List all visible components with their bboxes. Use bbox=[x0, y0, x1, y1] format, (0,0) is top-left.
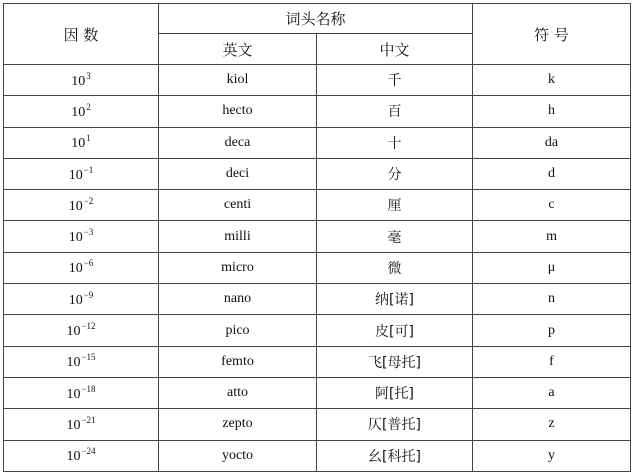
factor-base: 10 bbox=[68, 167, 83, 183]
factor-cell bbox=[4, 221, 159, 252]
table-row bbox=[4, 221, 631, 252]
table-row bbox=[4, 315, 631, 346]
factor-cell bbox=[4, 127, 159, 158]
symbol-cell: da bbox=[473, 127, 631, 158]
table-row bbox=[4, 65, 631, 96]
english-name-cell: kiol bbox=[159, 65, 317, 96]
symbol-cell: n bbox=[473, 284, 631, 315]
english-name-cell: centi bbox=[159, 190, 317, 221]
english-name-cell: milli bbox=[159, 221, 317, 252]
table-row bbox=[4, 252, 631, 283]
factor-exponent: −2 bbox=[83, 195, 94, 206]
symbol-cell: a bbox=[473, 377, 631, 408]
factor-base: 10 bbox=[71, 73, 86, 89]
factor-base: 10 bbox=[71, 136, 86, 152]
factor-base: 10 bbox=[66, 417, 81, 433]
chinese-name-cell: 十 bbox=[317, 127, 473, 158]
table-row bbox=[4, 284, 631, 315]
factor-base: 10 bbox=[71, 104, 86, 120]
table-header bbox=[4, 4, 631, 65]
symbol-header: 符 号 bbox=[473, 4, 631, 65]
factor-base: 10 bbox=[66, 324, 81, 340]
table-row bbox=[4, 440, 631, 471]
english-name-cell: zepto bbox=[159, 409, 317, 440]
symbol-cell: m bbox=[473, 221, 631, 252]
symbol-cell: z bbox=[473, 409, 631, 440]
header-row-top bbox=[4, 4, 631, 34]
chinese-name-cell: 千 bbox=[317, 65, 473, 96]
factor-base: 10 bbox=[68, 198, 83, 214]
chinese-header: 中文 bbox=[317, 34, 473, 65]
symbol-cell: f bbox=[473, 346, 631, 377]
english-name-cell: atto bbox=[159, 377, 317, 408]
chinese-name-cell: 分 bbox=[317, 158, 473, 189]
factor-base: 10 bbox=[68, 292, 83, 308]
factor-header: 因 数 bbox=[4, 4, 159, 65]
factor-cell bbox=[4, 65, 159, 96]
english-name-cell: hecto bbox=[159, 96, 317, 127]
chinese-name-cell: 阿[托] bbox=[317, 377, 473, 408]
factor-cell bbox=[4, 252, 159, 283]
factor-exponent: −12 bbox=[81, 321, 96, 332]
chinese-name-cell: 厘 bbox=[317, 190, 473, 221]
symbol-cell: h bbox=[473, 96, 631, 127]
factor-exponent: −6 bbox=[83, 258, 94, 269]
english-name-cell: micro bbox=[159, 252, 317, 283]
factor-exponent: −15 bbox=[81, 352, 96, 363]
prefix-name-header: 词头名称 bbox=[159, 4, 473, 34]
chinese-name-cell: 仄[普托] bbox=[317, 409, 473, 440]
chinese-name-cell: 纳[诺] bbox=[317, 284, 473, 315]
english-name-cell: deci bbox=[159, 158, 317, 189]
chinese-name-cell: 幺[科托] bbox=[317, 440, 473, 471]
factor-cell bbox=[4, 346, 159, 377]
factor-exponent: 3 bbox=[86, 70, 91, 81]
factor-base: 10 bbox=[68, 230, 83, 246]
chinese-name-cell: 微 bbox=[317, 252, 473, 283]
table-row bbox=[4, 96, 631, 127]
factor-cell bbox=[4, 315, 159, 346]
symbol-cell: p bbox=[473, 315, 631, 346]
chinese-name-cell: 百 bbox=[317, 96, 473, 127]
factor-cell bbox=[4, 284, 159, 315]
factor-exponent: −3 bbox=[83, 227, 94, 238]
table-body bbox=[4, 65, 631, 472]
chinese-name-cell: 皮[可] bbox=[317, 315, 473, 346]
si-prefix-table bbox=[3, 3, 631, 472]
english-name-cell: deca bbox=[159, 127, 317, 158]
symbol-cell: c bbox=[473, 190, 631, 221]
factor-base: 10 bbox=[68, 261, 83, 277]
factor-exponent: −21 bbox=[81, 414, 96, 425]
factor-base: 10 bbox=[66, 449, 81, 465]
english-name-cell: yocto bbox=[159, 440, 317, 471]
factor-cell bbox=[4, 440, 159, 471]
factor-exponent: −1 bbox=[83, 164, 94, 175]
symbol-cell: k bbox=[473, 65, 631, 96]
english-name-cell: pico bbox=[159, 315, 317, 346]
factor-cell bbox=[4, 409, 159, 440]
chinese-name-cell: 飞[母托] bbox=[317, 346, 473, 377]
factor-exponent: −18 bbox=[81, 383, 96, 394]
table-row bbox=[4, 377, 631, 408]
table-row bbox=[4, 346, 631, 377]
english-header: 英文 bbox=[159, 34, 317, 65]
chinese-name-cell: 毫 bbox=[317, 221, 473, 252]
table-row bbox=[4, 409, 631, 440]
factor-cell bbox=[4, 158, 159, 189]
factor-base: 10 bbox=[66, 386, 81, 402]
factor-exponent: −24 bbox=[81, 446, 96, 457]
table-row bbox=[4, 158, 631, 189]
symbol-cell: d bbox=[473, 158, 631, 189]
english-name-cell: femto bbox=[159, 346, 317, 377]
factor-cell bbox=[4, 96, 159, 127]
factor-exponent: −9 bbox=[83, 289, 94, 300]
table-row bbox=[4, 127, 631, 158]
factor-base: 10 bbox=[66, 355, 81, 371]
factor-exponent: 2 bbox=[86, 101, 91, 112]
factor-cell bbox=[4, 377, 159, 408]
english-name-cell: nano bbox=[159, 284, 317, 315]
symbol-cell: μ bbox=[473, 252, 631, 283]
factor-exponent: 1 bbox=[86, 133, 91, 144]
table-row bbox=[4, 190, 631, 221]
factor-cell bbox=[4, 190, 159, 221]
symbol-cell: y bbox=[473, 440, 631, 471]
